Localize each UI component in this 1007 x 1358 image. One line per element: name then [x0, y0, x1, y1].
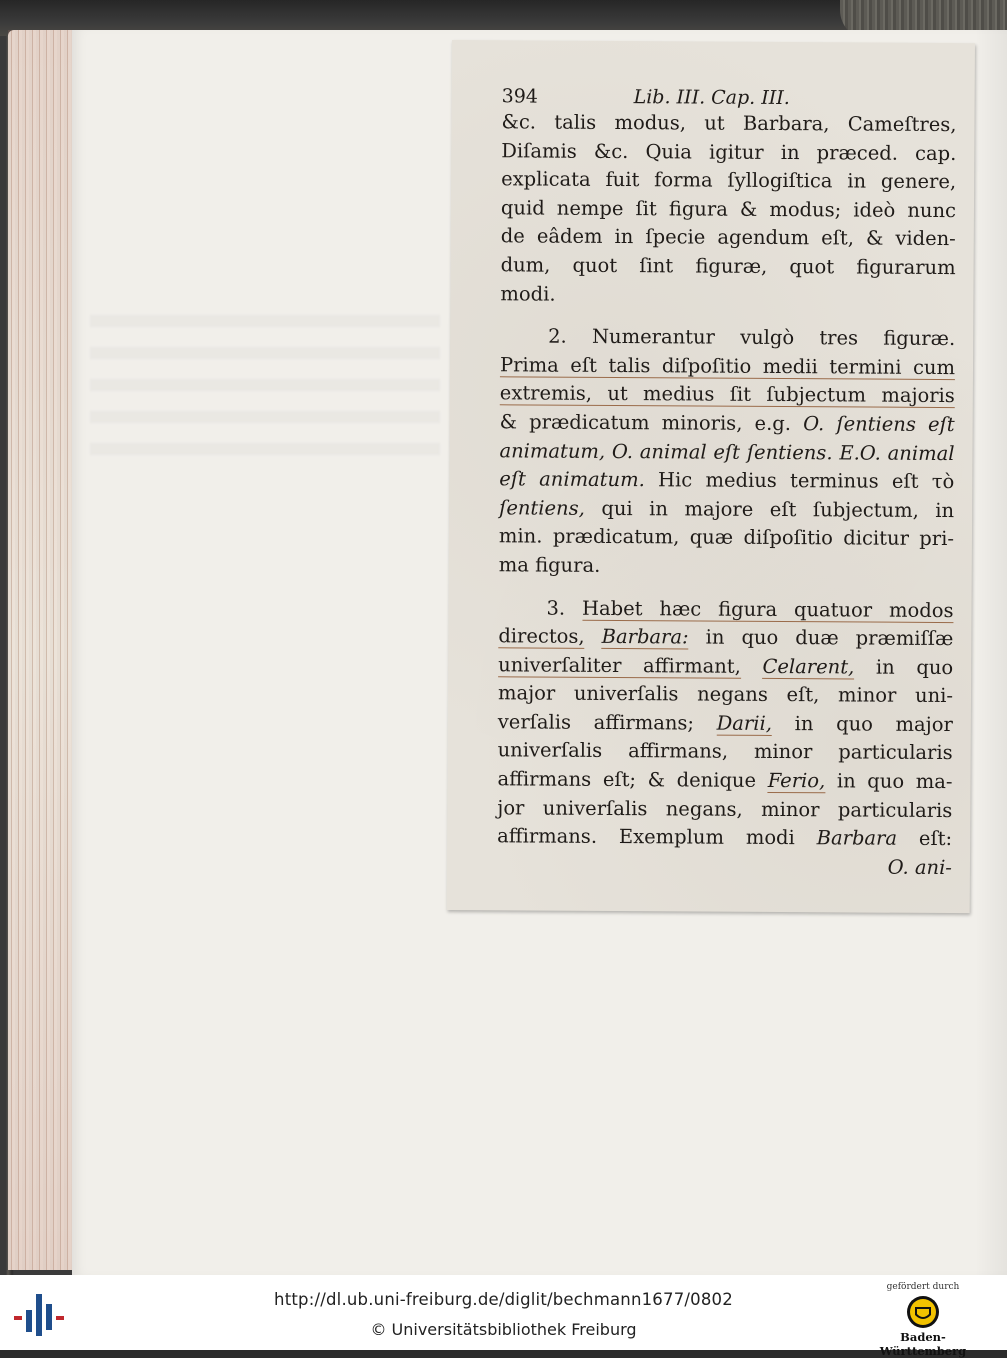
- text-line: min. prædicatum, quæ diſpoſitio dicitur pri-: [498, 524, 955, 551]
- text-line: univerſalis affirmans, minor particularis: [497, 738, 953, 765]
- text-line: de eâdem in ſpecie agendum eſt, & viden-: [500, 224, 956, 251]
- text-line: Diſamis &c. Quia igitur in præced. cap.: [501, 138, 957, 165]
- text-line: jor univerſalis negans, minor particularis: [497, 795, 953, 822]
- paragraph-2-first-line: 2. Numerantur vulgò tres figuræ.: [548, 324, 956, 351]
- text-line: directos, Barbara: in quo duæ præmiſſæ: [498, 624, 954, 651]
- text-line: ma figura.: [498, 553, 601, 577]
- text-line: affirmans. Exemplum modi Barbara eſt:: [497, 824, 953, 851]
- show-through-text: [90, 305, 440, 475]
- document-url[interactable]: http://dl.ub.uni-freiburg.de/diglit/bechmann1677/0802: [274, 1290, 733, 1309]
- catchword: O. ani-: [887, 855, 953, 879]
- paragraph-number: 2.: [548, 324, 567, 348]
- text-line: ſentiens, qui in majore eſt ſubjectum, in: [499, 496, 955, 522]
- text-line: explicata fuit forma ſyllogiſtica in genere,: [501, 167, 957, 194]
- text-line: univerſaliter affirmant, Celarent, in quo: [498, 652, 954, 679]
- body-text: [497, 108, 957, 882]
- text-line: verſalis affirmans; Darii, in quo major: [497, 710, 953, 736]
- running-head: Lib. III. Cap. III.: [633, 86, 790, 110]
- text-line: Prima eſt talis diſpoſitio medii termini cum: [499, 353, 956, 379]
- paragraph-number: 3.: [546, 596, 566, 620]
- page-edges: [8, 30, 78, 1270]
- text-line: & prædicatum minoris, e.g. O. ſentiens eſt: [499, 410, 955, 437]
- page-shadow: [975, 30, 1007, 1275]
- text-line: dum, quot ſint figuræ, quot figurarum: [500, 253, 956, 280]
- sponsor-caption: gefördert durch: [886, 1282, 960, 1292]
- pasted-text-slip: [447, 40, 975, 913]
- sponsor-name: Baden-Württemberg: [879, 1330, 967, 1358]
- text-line: modi.: [500, 281, 556, 306]
- text-line: extremis, ut medius ſit ſubjectum majoris: [499, 381, 955, 408]
- page-number: 394: [501, 85, 538, 108]
- text-line: quid nempe ſit figura & modus; ideò nunc: [500, 196, 957, 222]
- text-line: animatum, O. animal eſt ſentiens. E.O. animal: [499, 438, 955, 465]
- text-line: major univerſalis negans eſt, minor uni-: [497, 681, 954, 708]
- text-line: affirmans eſt; & denique Ferio, in quo ma-: [497, 767, 953, 794]
- text-line: eſt animatum. Hic medius terminus eſt τὸ: [499, 467, 955, 494]
- state-crest-icon: [906, 1295, 940, 1329]
- paragraph-3-first-line: 3. Habet hæc figura quatuor modos: [546, 596, 954, 622]
- copyright-notice: © Universitätsbibliothek Freiburg: [370, 1320, 637, 1339]
- text-line: &c. talis modus, ut Barbara, Cameſtres,: [501, 110, 957, 137]
